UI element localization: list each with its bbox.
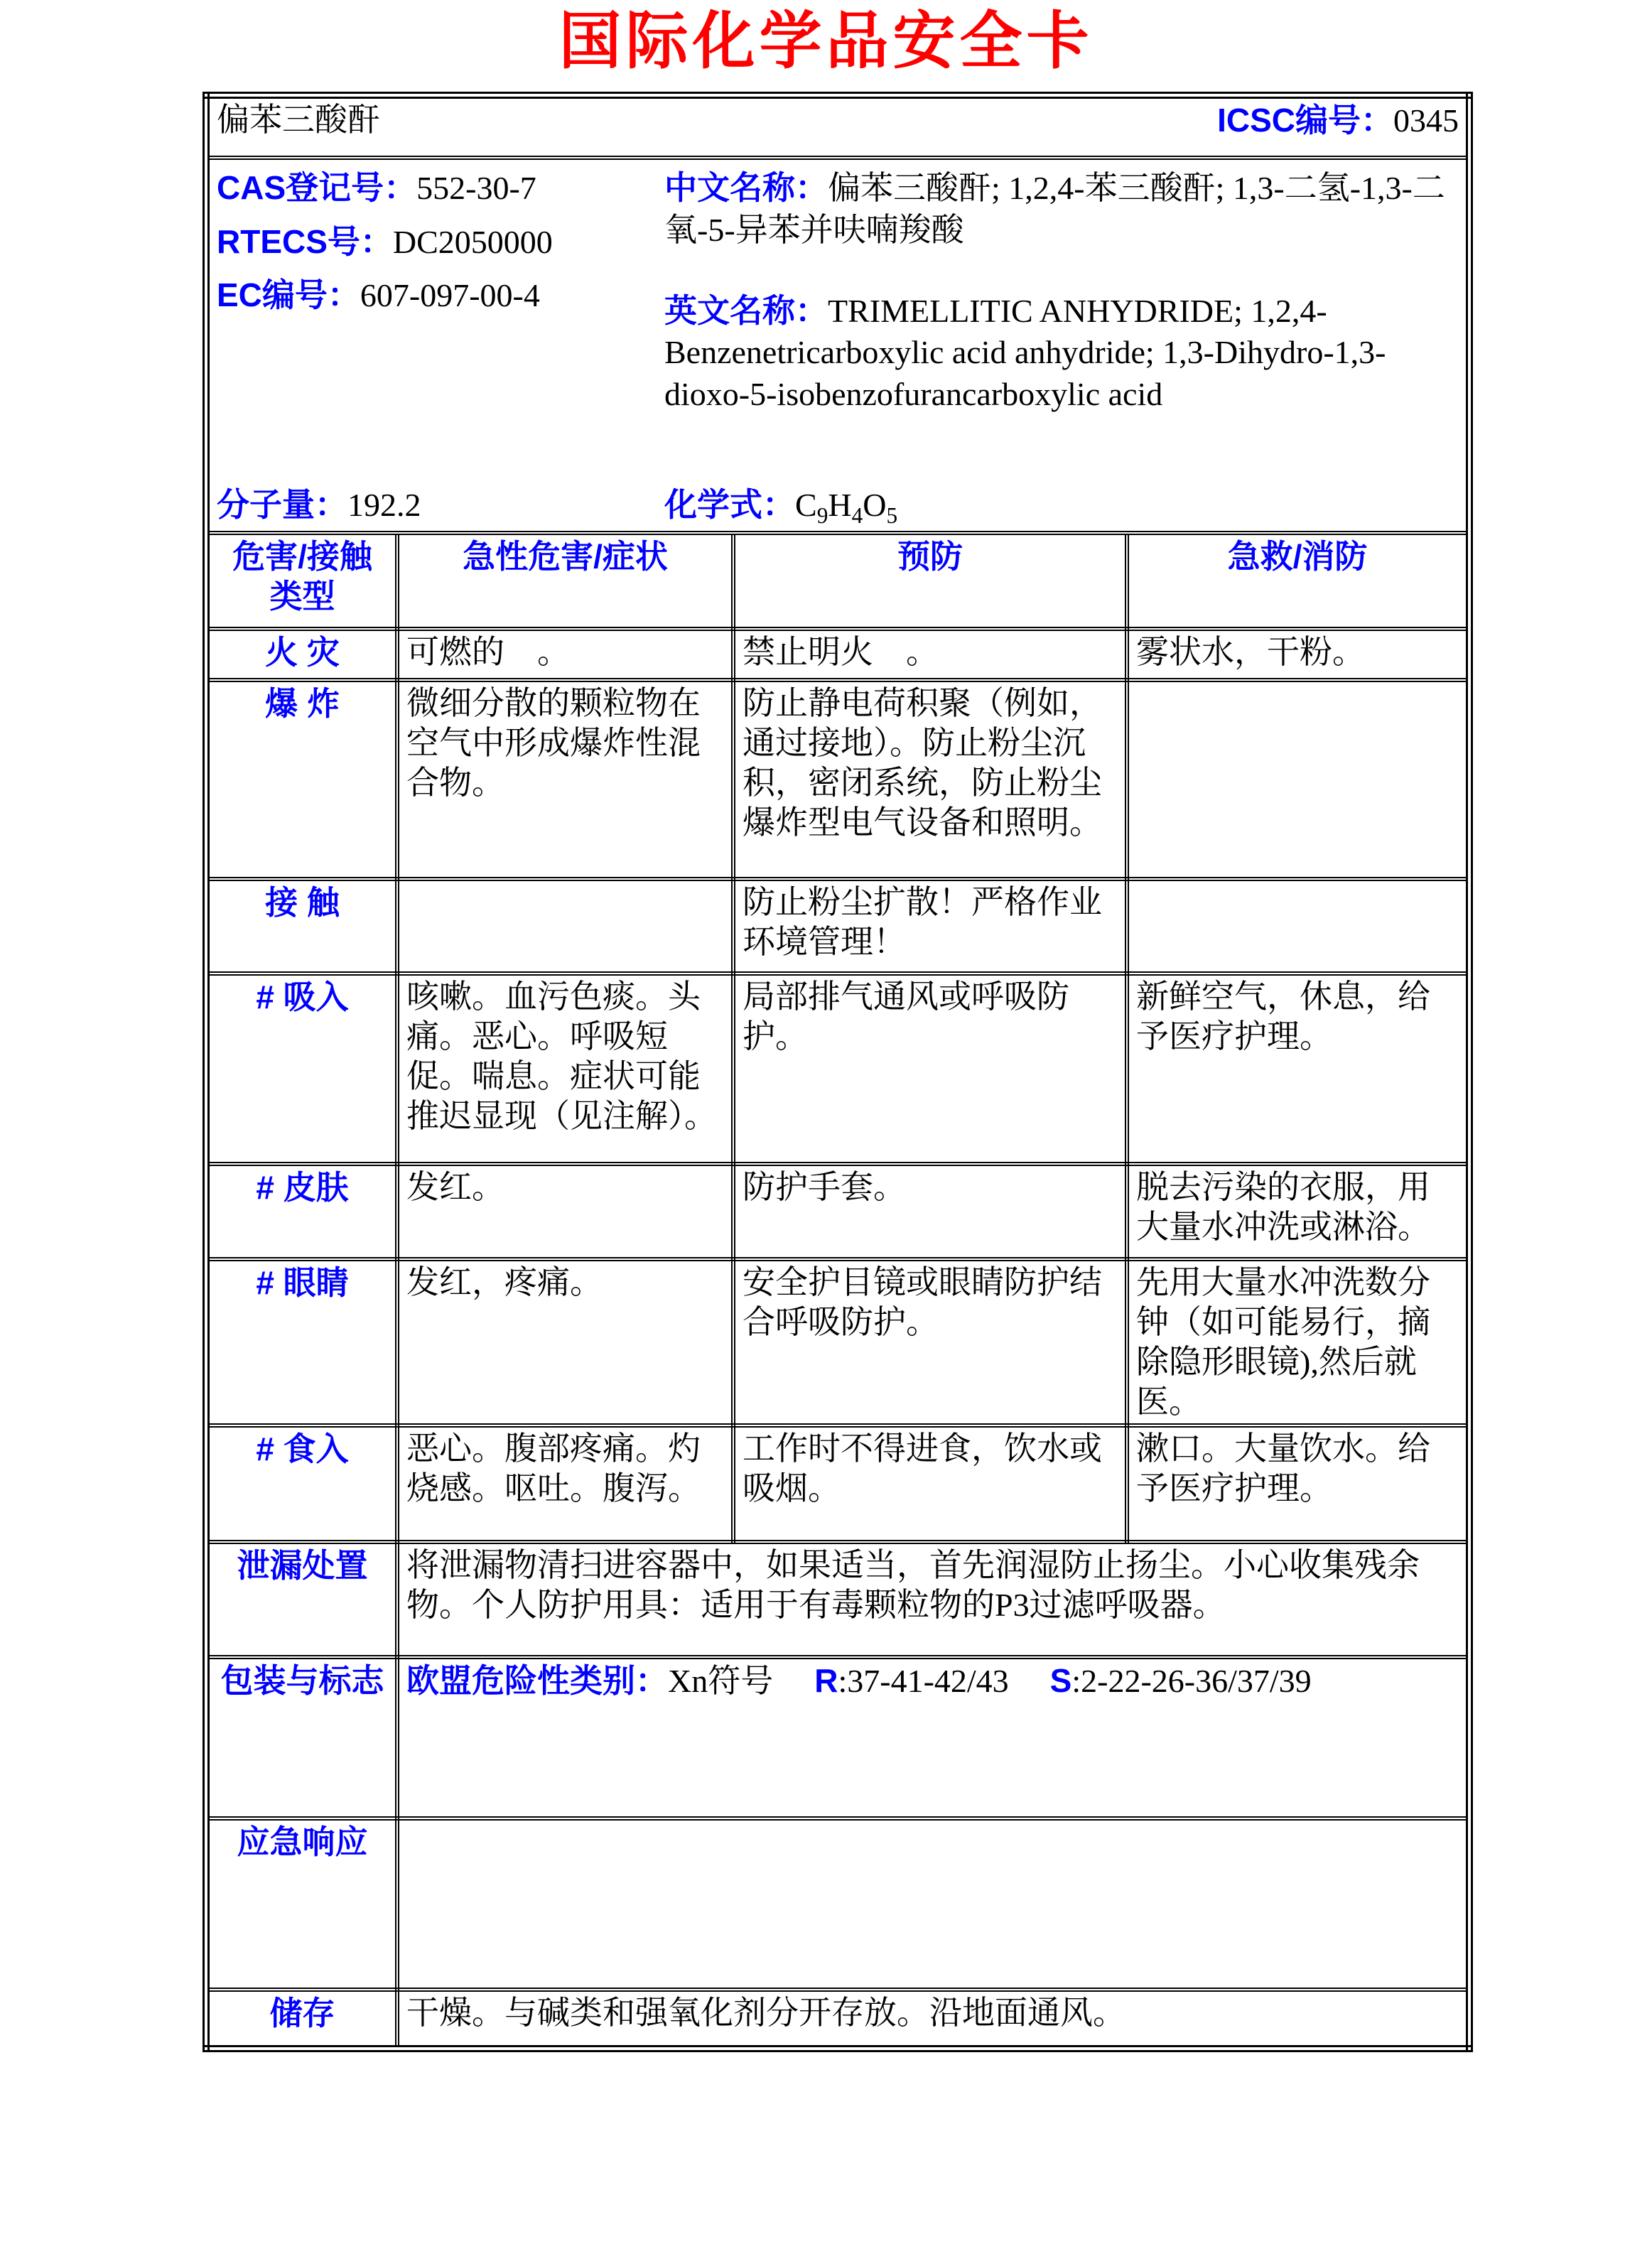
spillage-row-label: 泄漏处置 bbox=[206, 1542, 397, 1657]
page-title: 国际化学品安全卡 bbox=[558, 6, 1094, 76]
ingestion-row-label: # 食入 bbox=[206, 1425, 397, 1542]
names-column bbox=[664, 161, 1459, 529]
skin-row-label: # 皮肤 bbox=[206, 1164, 397, 1259]
ec-number-label: EC编号： bbox=[217, 276, 360, 314]
exposure-prevention: 防止粉尘扩散！严格作业环境管理！ bbox=[733, 879, 1127, 974]
r-phrases-label: R bbox=[814, 1662, 838, 1700]
hazard-row-explosion bbox=[206, 680, 1469, 879]
explosion-symptoms: 微细分散的颗粒物在空气中形成爆炸性混合物。 bbox=[397, 680, 733, 879]
spillage-content: 将泄漏物清扫进容器中，如果适当，首先润湿防止扬尘。小心收集残余物。个人防护用具：适用于有毒颗粒物的P3过滤呼吸器。 bbox=[397, 1542, 1469, 1657]
packaging-content bbox=[397, 1657, 1469, 1818]
hazard-row-eyes bbox=[206, 1259, 1469, 1425]
inhalation-first-aid: 新鲜空气，休息，给予医疗护理。 bbox=[1127, 974, 1469, 1164]
icsc-number-value: 0345 bbox=[1393, 102, 1459, 139]
hazard-row-fire bbox=[206, 629, 1469, 680]
identifier-column bbox=[217, 161, 664, 529]
english-name-paragraph bbox=[664, 290, 1459, 416]
eyes-prevention: 安全护目镜或眼睛防护结合呼吸防护。 bbox=[733, 1259, 1127, 1425]
hazard-row-exposure bbox=[206, 879, 1469, 974]
exposure-first-aid bbox=[1127, 879, 1469, 974]
rtecs-number-value: DC2050000 bbox=[392, 223, 553, 260]
hazard-header-row bbox=[206, 533, 1469, 629]
storage-row bbox=[206, 1990, 1469, 2049]
cas-number-line bbox=[217, 167, 664, 210]
exposure-symptoms bbox=[397, 879, 733, 974]
substance-name: 偏苯三酸酐 bbox=[217, 102, 380, 139]
packaging-row bbox=[206, 1657, 1469, 1818]
substance-header-row bbox=[206, 95, 1469, 158]
formula-element-c: C bbox=[795, 486, 817, 523]
eyes-first-aid: 先用大量水冲洗数分钟（如可能易行，摘除隐形眼镜),然后就医。 bbox=[1127, 1259, 1469, 1425]
ingestion-symptoms: 恶心。腹部疼痛。灼烧感。呕吐。腹泻。 bbox=[397, 1425, 733, 1542]
formula-subscript-h: 4 bbox=[851, 502, 863, 528]
substance-header-cell bbox=[206, 95, 1469, 158]
inhalation-row-label: # 吸入 bbox=[206, 974, 397, 1164]
ingestion-prevention: 工作时不得进食，饮水或吸烟。 bbox=[733, 1425, 1127, 1542]
icsc-number-group bbox=[1217, 100, 1459, 141]
formula-subscript-c: 9 bbox=[816, 502, 828, 528]
identification-cell bbox=[206, 158, 1469, 533]
r-phrases-value: :37-41-42/43 bbox=[838, 1663, 1009, 1700]
skin-prevention: 防护手套。 bbox=[733, 1164, 1127, 1259]
ec-number-line bbox=[217, 274, 664, 317]
hazard-row-ingestion bbox=[206, 1425, 1469, 1542]
english-name-label: 英文名称： bbox=[664, 291, 828, 329]
formula-element-o: O bbox=[863, 486, 887, 523]
eu-class-value: Xn符号 bbox=[668, 1663, 774, 1700]
explosion-prevention: 防止静电荷积聚（例如，通过接地）。防止粉尘沉积，密闭系统，防止粉尘爆炸型电气设备和照明。 bbox=[733, 680, 1127, 879]
eyes-row-label: # 眼睛 bbox=[206, 1259, 397, 1425]
storage-content: 干燥。与碱类和强氧化剂分开存放。沿地面通风。 bbox=[397, 1990, 1469, 2049]
english-name-value: TRIMELLITIC ANHYDRIDE; 1,2,4-Benzenetricarboxylic acid anhydride; 1,3-Dihydro-1,3-dioxo-5-isobenzofurancarboxylic acid bbox=[664, 292, 1386, 413]
packaging-row-label: 包装与标志 bbox=[206, 1657, 397, 1818]
rtecs-number-line bbox=[217, 221, 664, 264]
fire-row-label: 火 灾 bbox=[206, 629, 397, 680]
s-phrases-label: S bbox=[1049, 1662, 1072, 1700]
inhalation-prevention: 局部排气通风或呼吸防护。 bbox=[733, 974, 1127, 1164]
emergency-response-row bbox=[206, 1818, 1469, 1990]
identification-row bbox=[206, 158, 1469, 533]
explosion-first-aid bbox=[1127, 680, 1469, 879]
skin-symptoms: 发红。 bbox=[397, 1164, 733, 1259]
header-hazard-type-line1: 危害/接触 bbox=[232, 537, 372, 575]
header-prevention: 预防 bbox=[733, 533, 1127, 629]
spillage-row bbox=[206, 1542, 1469, 1657]
ec-number-value: 607-097-00-4 bbox=[360, 277, 540, 314]
chemical-formula-label: 化学式： bbox=[664, 485, 795, 523]
eu-class-label: 欧盟危险性类别： bbox=[406, 1662, 668, 1700]
eyes-symptoms: 发红，疼痛。 bbox=[397, 1259, 733, 1425]
fire-prevention: 禁止明火 。 bbox=[733, 629, 1127, 680]
emergency-response-row-label: 应急响应 bbox=[206, 1818, 397, 1990]
skin-first-aid: 脱去污染的衣服，用大量水冲洗或淋浴。 bbox=[1127, 1164, 1469, 1259]
molecular-weight-value: 192.2 bbox=[347, 486, 421, 523]
header-hazard-type bbox=[206, 533, 397, 629]
molecular-weight-label: 分子量： bbox=[217, 485, 347, 523]
rtecs-number-label: RTECS号： bbox=[217, 222, 393, 260]
fire-symptoms: 可燃的 。 bbox=[397, 629, 733, 680]
explosion-row-label: 爆 炸 bbox=[206, 680, 397, 879]
chemical-formula-line bbox=[664, 485, 1459, 528]
chemical-formula bbox=[795, 486, 898, 528]
formula-element-h: H bbox=[828, 486, 852, 523]
ingestion-first-aid: 漱口。大量饮水。给予医疗护理。 bbox=[1127, 1425, 1469, 1542]
hazard-row-skin bbox=[206, 1164, 1469, 1259]
chinese-name-label: 中文名称： bbox=[664, 168, 828, 206]
storage-row-label: 储存 bbox=[206, 1990, 397, 2049]
inhalation-symptoms: 咳嗽。血污色痰。头痛。恶心。呼吸短促。喘息。症状可能推迟显现（见注解）。 bbox=[397, 974, 733, 1164]
header-first-aid: 急救/消防 bbox=[1127, 533, 1469, 629]
emergency-response-content bbox=[397, 1818, 1469, 1990]
fire-first-aid: 雾状水，干粉。 bbox=[1127, 629, 1469, 680]
cas-number-label: CAS登记号： bbox=[217, 168, 417, 206]
chinese-name-value: 偏苯三酸酐; 1,2,4-苯三酸酐; 1,3-二氢-1,3-二氧-5-异苯并呋喃羧酸 bbox=[664, 169, 1445, 248]
header-acute-symptoms: 急性危害/症状 bbox=[397, 533, 733, 629]
safety-card-table bbox=[203, 92, 1473, 2052]
chinese-name-paragraph bbox=[664, 167, 1459, 252]
molecular-weight-line bbox=[217, 485, 664, 525]
formula-subscript-o: 5 bbox=[886, 502, 898, 528]
exposure-row-label: 接 触 bbox=[206, 879, 397, 974]
icsc-number-label: ICSC编号： bbox=[1217, 101, 1394, 139]
cas-number-value: 552-30-7 bbox=[416, 169, 536, 206]
header-hazard-type-line2: 类型 bbox=[269, 577, 335, 615]
s-phrases-value: :2-22-26-36/37/39 bbox=[1071, 1663, 1312, 1700]
hazard-row-inhalation bbox=[206, 974, 1469, 1164]
